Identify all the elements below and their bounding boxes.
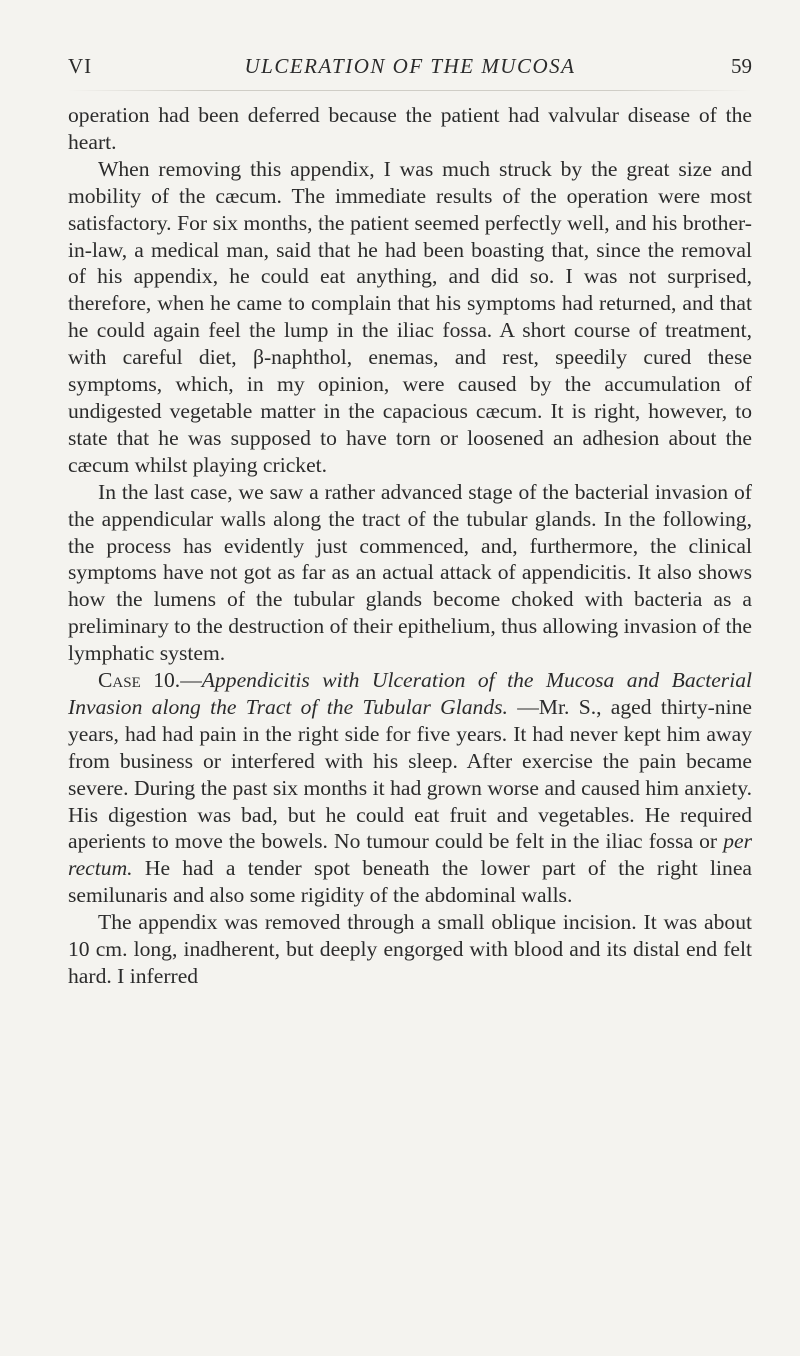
case-findings-text: He had a tender spot beneath the lower part of the right linea semilunaris and also some rigidity of the abdominal walls. — [68, 856, 752, 908]
paragraph-continuation: operation had been deferred because the patient had valvular disease of the heart. — [68, 103, 752, 154]
paragraph-case-10 — [68, 667, 752, 909]
case-dash: — — [180, 668, 202, 693]
case-title: Appendicitis with Ulceration of the Mucosa and Bacterial Invasion along the Tract of the Tubular Glands. — [68, 668, 752, 719]
header-divider — [68, 90, 752, 91]
chapter-title: ULCERATION OF THE MUCOSA — [244, 54, 576, 78]
paragraph-bacterial-invasion: In the last case, we saw a rather advanced stage of the bacterial invasion of the appendicular walls along the tract of the tubular glands. In the following, the process has evidently just commenced, and, furthermore, the clinical symptoms have not got as far as an actual attack of appendicitis. It also shows how the lumens of the tubular glands become choked with bacteria as a preliminary to the destruction of their epithelium, thus allowing invasion of the lymphatic system. — [68, 479, 752, 666]
paragraph-appendix-removal: The appendix was removed through a small oblique incision. It was about 10 cm. long, inadherent, but deeply engorged with blood and its distal end felt hard. I inferred — [68, 910, 752, 988]
body-text — [68, 102, 752, 990]
paragraph-cecum-mobility: When removing this appendix, I was much struck by the great size and mobility of the cæcum. The immediate results of the operation were most satisfactory. For six months, the patient seemed perfectly well, and his brother-in-law, a medical man, said that he had been boasting that, since the removal of his appendix, he could eat anything, and did so. I was not surprised, therefore, when he came to complain that his symptoms had returned, and that he could again feel the lump in the iliac fossa. A short course of treatment, with careful diet, β-naphthol, enemas, and rest, speedily cured these symptoms, which, in my opinion, were caused by the accumulation of undigested vegetable matter in the capacious cæcum. It is right, however, to state that he was supposed to have torn or loosened an adhesion about the cæcum whilst playing cricket. — [68, 156, 752, 477]
running-head — [68, 50, 752, 82]
page-number: 59 — [731, 54, 752, 78]
per-rectum-italic: per rectum. — [68, 829, 752, 881]
case-label: Case 10. — [98, 668, 181, 693]
case-history-text: —Mr. S., aged thirty-nine years, had had pain in the right side for five years. It had never kept him away from business or interfered with his sleep. After exercise the pain became severe. During the past six months it had grown worse and caused him anxiety. His digestion was bad, but he could eat fruit and vegetables. He required aperients to move the bowels. No tumour could be felt in the iliac fossa or — [68, 694, 752, 854]
chapter-number: VI — [68, 54, 93, 78]
